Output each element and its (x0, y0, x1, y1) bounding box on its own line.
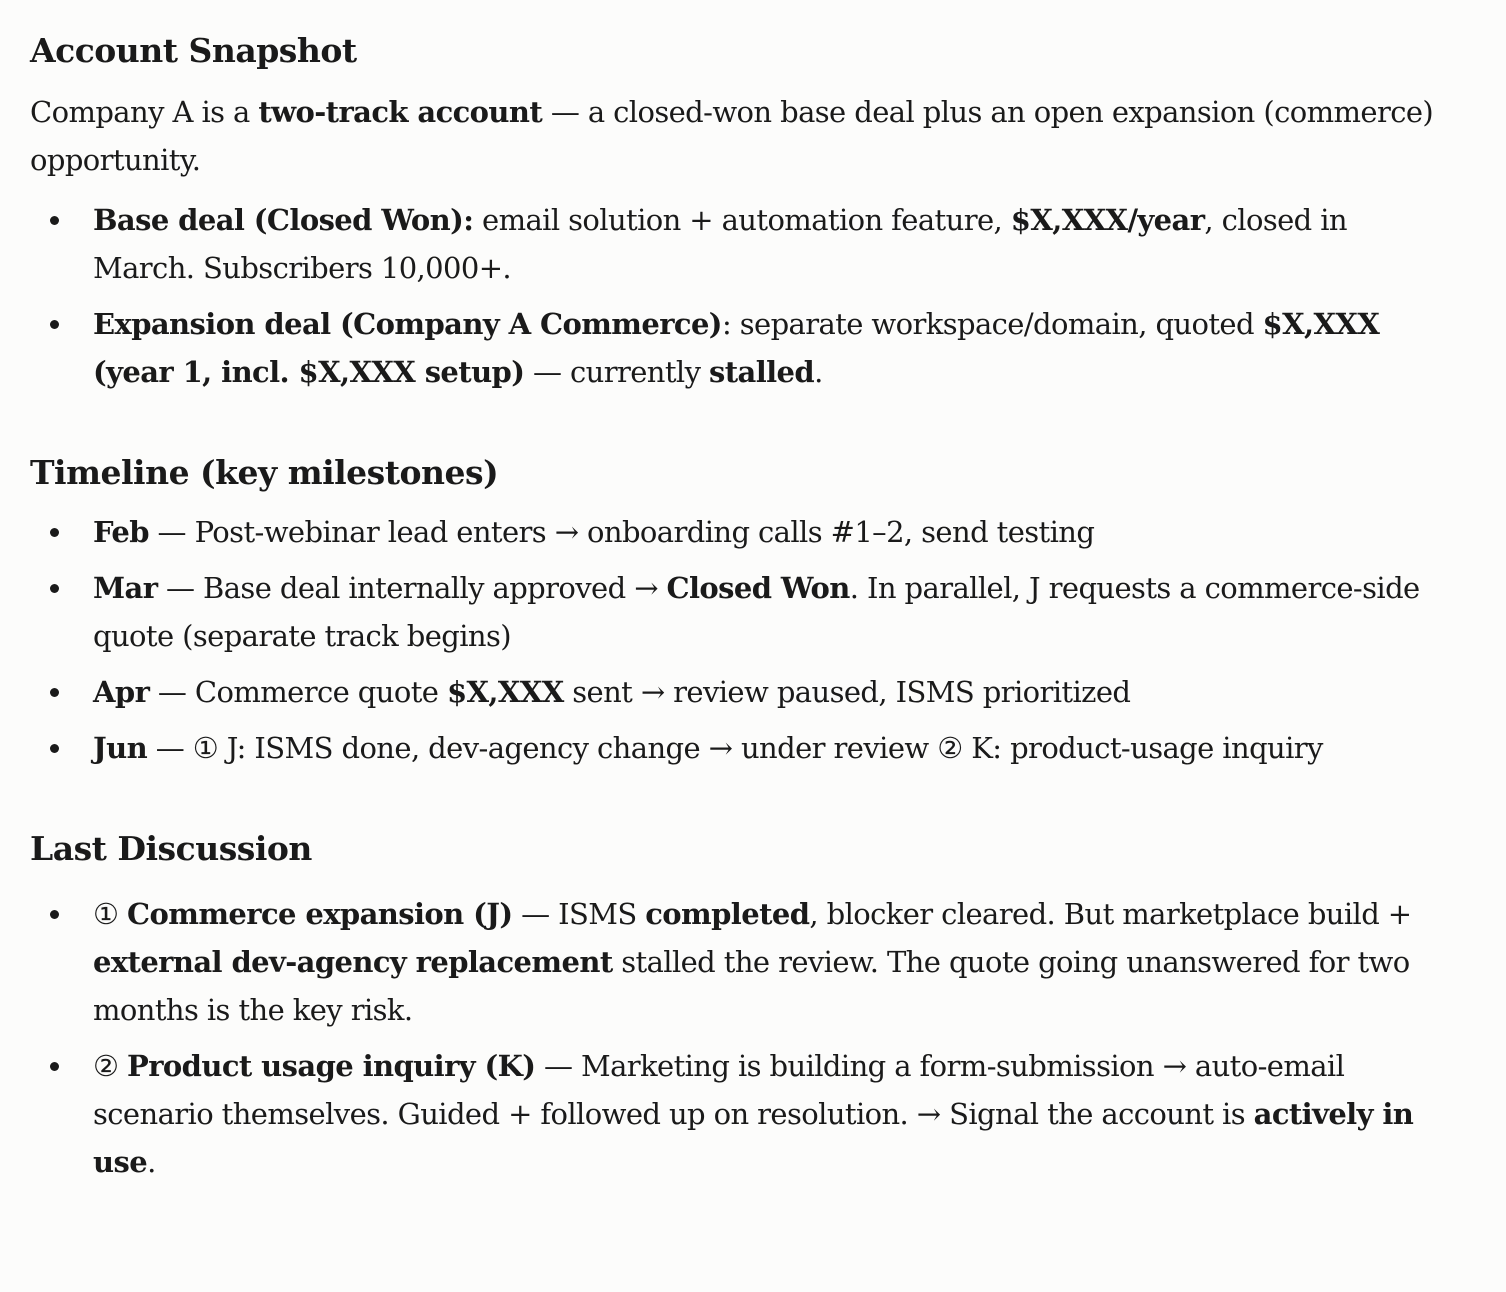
bullet-icon (50, 216, 59, 225)
account-summary-paragraph: Company A is a two-track account — a closed-won base deal plus an open expansion (commerce) opportunity. (30, 95, 1434, 177)
last-discussion-section (30, 820, 1450, 1186)
bullet-icon (50, 1062, 59, 1071)
bullet-icon (50, 688, 59, 697)
timeline-item-apr: Apr — Commerce quote $X,XXX sent → review paused, ISMS prioritized (30, 668, 1450, 716)
list-item-expansion-deal: Expansion deal (Company A Commerce): separate workspace/domain, quoted $X,XXX (year 1, incl. $X,XXX setup) — currently stalled. (30, 300, 1450, 396)
bullet-icon (50, 584, 59, 593)
account-snapshot-section (30, 22, 1450, 396)
bullet-icon (50, 744, 59, 753)
timeline-item-mar: Mar — Base deal internally approved → Closed Won. In parallel, J requests a commerce-side quote (separate track begins) (30, 564, 1450, 660)
timeline-item-jun: Jun — ① J: ISMS done, dev-agency change → under review ② K: product-usage inquiry (30, 724, 1450, 772)
list-item-base-deal: Base deal (Closed Won): email solution + automation feature, $X,XXX/year, closed in March. Subscribers 10,000+. (30, 196, 1450, 292)
discussion-item-commerce-expansion: ① Commerce expansion (J) — ISMS completed, blocker cleared. But marketplace build + external dev-agency replacement stalled the review. The quote going unanswered for two months is the key risk. (30, 890, 1450, 1034)
document (30, 22, 1450, 1186)
discussion-item-product-usage: ② Product usage inquiry (K) — Marketing is building a form-submission → auto-email scenario themselves. Guided + followed up on resolution. → Signal the account is actively in use. (30, 1042, 1450, 1186)
snapshot-list (30, 196, 1450, 396)
section-title-timeline: Timeline (key milestones) (30, 453, 499, 492)
discussion-list (30, 890, 1450, 1186)
timeline-item-feb: Feb — Post-webinar lead enters → onboarding calls #1–2, send testing (30, 508, 1450, 556)
bullet-icon (50, 910, 59, 919)
timeline-list (30, 508, 1450, 772)
section-title-last-discussion: Last Discussion (30, 829, 312, 868)
bullet-icon (50, 320, 59, 329)
bullet-icon (50, 528, 59, 537)
timeline-section (30, 444, 1450, 772)
section-title-account-snapshot: Account Snapshot (30, 31, 357, 70)
